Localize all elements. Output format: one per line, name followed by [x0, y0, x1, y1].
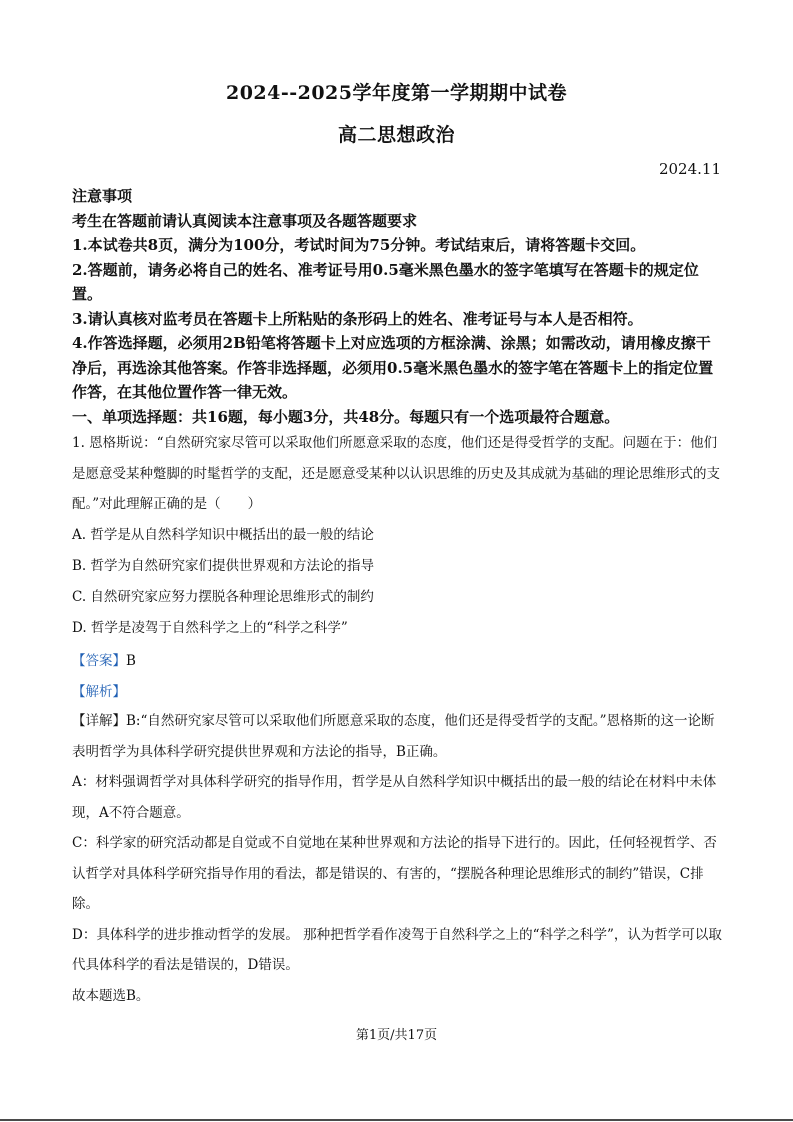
detail-block — [72, 706, 722, 1011]
answer-tag: 【答案】 — [72, 653, 126, 669]
notice-heading: 注意事项 — [72, 187, 133, 205]
notice-item: 3.请认真核对监考员在答题卡上所粘贴的条形码上的姓名、准考证号与本人是否相符。 — [72, 309, 643, 328]
notice-intro: 考生在答题前请认真阅读本注意事项及各题答题要求 — [72, 211, 418, 230]
detail-paragraph: C：科学家的研究活动都是自觉或不自觉地在某种世界观和方法论的指导下进行的。因此，任何轻视哲学、否认哲学对具体科学研究指导作用的看法，都是错误的、有害的，“摆脱各种理论思维形式的制约”错误，C排除。 — [72, 835, 717, 912]
notice-item: 1.本试卷共8页，满分为100分，考试时间为75分钟。考试结束后，请将答题卡交回。 — [72, 236, 646, 254]
notice-item: 2.答题前，请务必将自己的姓名、准考证号用0.5毫米黑色墨水的签字笔填写在答题卡的规定位置。 — [72, 260, 699, 303]
option-d: D. 哲学是凌驾于自然科学之上的“科学之科学” — [72, 620, 348, 636]
answer-line — [72, 646, 722, 677]
page-number: 第1页/共17页 — [355, 1028, 438, 1043]
notice-block — [72, 184, 722, 405]
analysis-tag: 【解析】 — [72, 684, 126, 700]
question-1-stem: 1. 恩格斯说：“自然研究家尽管可以采取他们所愿意采取的态度，他们还是得受哲学的支配。问题在于：他们是愿意受某种蹩脚的时髦哲学的支配，还是愿意受某种以认识思维的历史及其成就为基础的理论思维形式的支配。”对此理解正确的是（ ） — [72, 435, 720, 512]
analysis-line — [72, 677, 722, 708]
exam-subtitle: 高二思想政治 — [337, 124, 455, 146]
option-c: C. 自然研究家应努力摆脱各种理论思维形式的制约 — [72, 589, 374, 605]
notice-item: 4.作答选择题，必须用2B铅笔将答题卡上对应选项的方框涂满、涂黑；如需改动，请用橡皮擦干净后，再选涂其他答案。作答非选择题，必须用0.5毫米黑色墨水的签字笔在答题卡上的指定位置作答，在其他位置作答一律无效。 — [72, 334, 714, 401]
detail-paragraph: A：材料强调哲学对具体科学研究的指导作用，哲学是从自然科学知识中概括出的最一般的结论在材料中未体现，A不符合题意。 — [72, 774, 717, 821]
exam-date: 2024.11 — [658, 160, 721, 178]
detail-paragraph: D：具体科学的进步推动哲学的发展。 那种把哲学看作凌驾于自然科学之上的“科学之科学”，认为哲学可以取代具体科学的看法是错误的，D错误。 — [72, 926, 722, 973]
detail-paragraph: 故本题选B。 — [72, 987, 150, 1004]
answer-value: B — [126, 653, 136, 669]
detail-paragraph: 【详解】B:“自然研究家尽管可以采取他们所愿意采取的态度，他们还是得受哲学的支配。”恩格斯的这一论断表明哲学为具体科学研究提供世界观和方法论的指导，B正确。 — [72, 713, 715, 760]
bottom-divider — [0, 1119, 793, 1121]
option-a: A. 哲学是从自然科学知识中概括出的最一般的结论 — [72, 527, 374, 543]
exam-title: 2024--2025学年度第一学期期中试卷 — [225, 82, 568, 104]
question-1-options — [72, 520, 722, 644]
option-b: B. 哲学为自然研究家们提供世界观和方法论的指导 — [72, 558, 375, 574]
section-heading: 一、单项选择题：共16题，每小题3分，共48分。每题只有一个选项最符合题意。 — [72, 408, 620, 426]
